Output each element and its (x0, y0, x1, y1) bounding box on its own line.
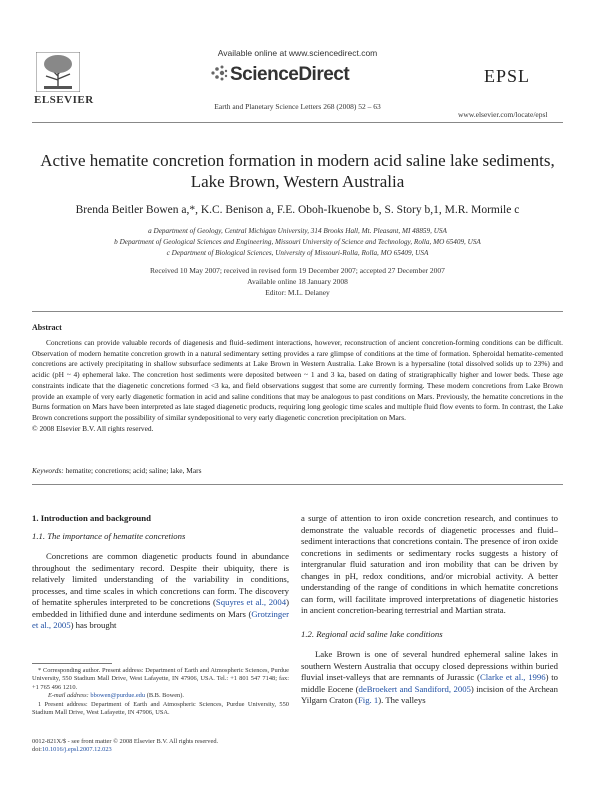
editor-line: Editor: M.L. Delaney (265, 288, 330, 297)
abstract-copyright: © 2008 Elsevier B.V. All rights reserved. (32, 423, 154, 433)
ref-fig1-link[interactable]: Fig. 1 (357, 695, 379, 705)
abstract-text: Concretions can provide valuable records of diagenesis and fluid–sediment interactions, however, reconstruction of ancient concretion-forming conditions can be difficult. Observation of modern hematite concretion growth in a natural sedimentary setting provides a rare glimpse of conditions at the time of formation. Spheroidal hematite-cemented concretions are actively precipitating in shallow subsurface sediments at Lake Brown in Western Australia. Lake Brown is a hypersaline (total dissolved solids up to 23%) and acidic (pH ~ 4) ephemeral lake. The concretion host sediments were deposited between ~ 1 and 3 ka, based on dating of stratigraphically higher and lower beds. These age constraints indicate that the diagenetic concretions formed <3 ka, and field observations suggest that some are currently forming. These modern concretions from Lake Brown provide an example of very early diagenetic formation in acid and saline conditions that may be analogous to past conditions on Mars. Previously, the hematite concretions in the Burns formation on Mars have been interpreted as late staged diagenetic products, requiring long geologic time scales and multiple fluid flow events to form. In contrast, the Lake Brown concretions support the possibility of similar syndepositional to very early diagenetic concretion precipitation on Mars. (32, 338, 563, 422)
available-online-date: Available online 18 January 2008 (247, 277, 348, 286)
ref-debroekert-link[interactable]: deBroekert and Sandiford, 2005 (358, 683, 471, 694)
ref-squyres-link[interactable]: Squyres et al., 2004 (215, 597, 287, 607)
affiliation-a: a Department of Geology, Central Michigan University, 314 Brooks Hall, Mt. Pleasant, MI 48859, USA (148, 227, 447, 235)
publisher-wordmark: ELSEVIER (34, 94, 94, 106)
paragraph-2: a surge of attention to iron oxide concretion research, and continues to demonstrate the valuable records of diagenetic processes and fluid–sediment interactions that concretions contain. The presence of iron oxide concretions in sediments or sedimentary rocks suggests a history of intergranular fluid saturation and iron mobility that can be driven by changes in pH, redox conditions, and/or microbial activity. A better understanding of the range of conditions in which hematite concretions can form, will facilitate improved interpretations of diagenetic histories in ancient concretion-bearing terrestrial and Martian strata. (301, 513, 558, 615)
section-heading-1: 1. Introduction and background (32, 513, 151, 523)
paragraph-1: Concretions are common diagenetic products found in abundance throughout the sedimentary record. Despite their ubiquity, there is relatively limited understanding of the variability in conditions, processes, and time scales in which concretions can form. The discovery of hematite spherules interpreted to be concretions (Squyres et al., 2004) embedded in lithified dune and interdune sediments on Mars (Grotzinger et al., 2005) has brought (32, 551, 289, 630)
ref-clarke-link[interactable]: Clarke et al., 1996 (479, 672, 546, 682)
keywords-values: hematite; concretions; acid; saline; lake, Mars (65, 466, 202, 475)
email-note: E-mail address: bbowen@purdue.edu (B.B. Bowen). (48, 692, 184, 700)
footnotes (32, 667, 289, 717)
issn-line: 0012-821X/$ - see front matter © 2008 Elsevier B.V. All rights reserved. (32, 738, 219, 745)
footnote-divider (32, 663, 112, 664)
received-dates: Received 10 May 2007; received in revised form 19 December 2007; accepted 27 December 2007 (150, 266, 445, 275)
header-divider (32, 122, 563, 123)
front-matter (32, 738, 289, 755)
sciencedirect-logo-icon (210, 64, 228, 82)
journal-url-link[interactable]: www.elsevier.com/locate/epsl (458, 110, 548, 119)
corresponding-author-note: * Corresponding author. Present address: Department of Earth and Atmospheric Sciences, Purdue University, 550 Stadium Mall Drive, West Lafayette, IN 47906, USA. Tel.: +1 801 547 7148; fax: +1 765 496 1210. (32, 667, 289, 691)
title-line-1: Active hematite concretion formation in modern acid saline lake sediments, (40, 151, 555, 170)
right-column (301, 513, 558, 707)
abstract-bottom-divider (32, 484, 563, 485)
sciencedirect-wordmark[interactable]: ScienceDirect (230, 64, 350, 85)
affiliation-b: b Department of Geological Sciences and Engineering, Missouri University of Science and Technology, Rolla, MO 65409, USA (114, 238, 481, 246)
doi-link[interactable]: 10.1016/j.epsl.2007.12.023 (41, 746, 112, 754)
present-address-note: 1 Present address: Department of Earth and Atmospheric Sciences, Purdue University, 550 Stadium Mall Drive, West Lafayette, IN 47906, USA. (32, 700, 289, 717)
author-list: Brenda Beitler Bowen a,*, K.C. Benison a, F.E. Oboh-Ikuenobe b, S. Story b,1, M.R. Mormile c (75, 204, 520, 216)
journal-abbrev: EPSL (484, 66, 531, 86)
doi-line: doi:10.1016/j.epsl.2007.12.023 (32, 746, 112, 754)
title-line-2: Lake Brown, Western Australia (190, 172, 405, 191)
abstract-heading: Abstract (32, 323, 62, 332)
affiliation-c: c Department of Biological Sciences, University of Missouri-Rolla, Rolla, MO 65409, USA (166, 249, 429, 257)
available-online-line: Available online at www.sciencedirect.com (217, 48, 378, 58)
journal-citation: Earth and Planetary Science Letters 268 (2008) 52 – 63 (214, 102, 381, 111)
abstract-body (32, 338, 563, 434)
article-title (32, 150, 563, 192)
keywords-label: Keywords: (32, 466, 64, 475)
abstract-top-divider (32, 311, 563, 312)
subsection-heading-1-1: 1.1. The importance of hematite concretions (32, 530, 186, 541)
subsection-heading-1-2: 1.2. Regional acid saline lake conditions (301, 628, 443, 639)
left-column (32, 513, 289, 632)
keywords-line (32, 466, 201, 475)
elsevier-tree-logo-icon (36, 52, 80, 92)
ref-grotzinger-link[interactable]: Grotzinger et al., 2005 (32, 608, 289, 630)
email-link[interactable]: bbowen@purdue.edu (90, 692, 146, 700)
paragraph-3: Lake Brown is one of several hundred ephemeral saline lakes in southern Western Australia that occupy closed depressions within buried fluvial inset-valleys that are remnants of Jurassic (Clarke et al., 1996) to middle Eocene (deBroekert and Sandiford, 2005) incision of the Archean Yilgarn Craton (Fig. 1). The valleys (301, 649, 558, 705)
